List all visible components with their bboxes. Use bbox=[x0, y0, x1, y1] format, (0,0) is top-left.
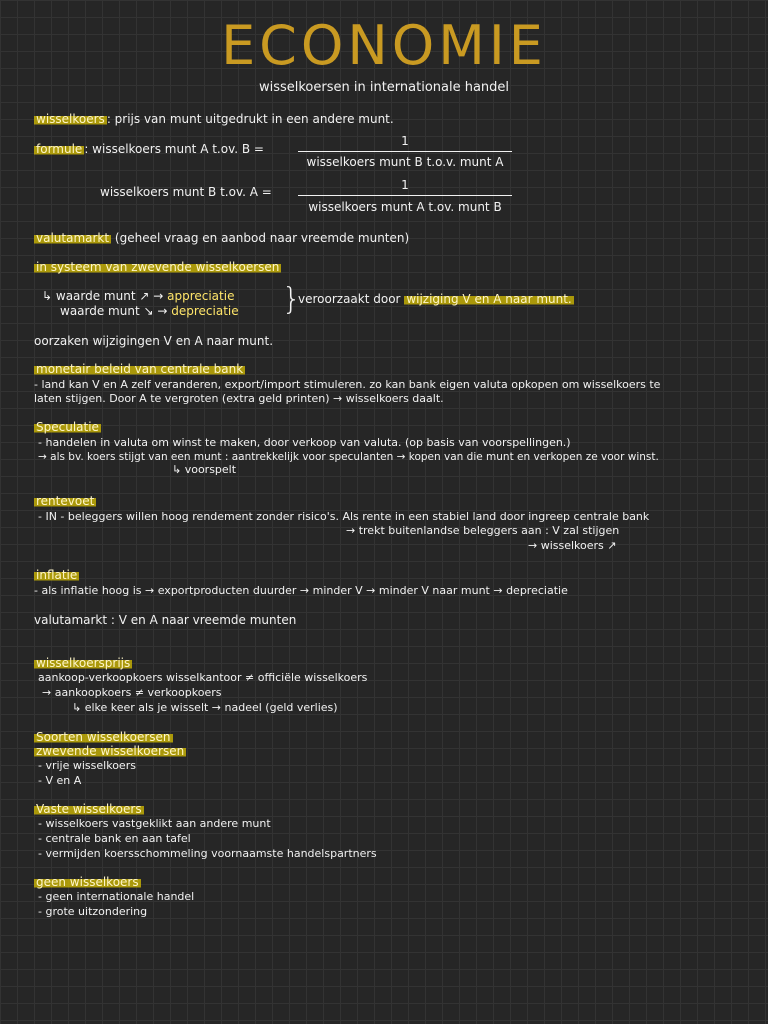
vaste-heading-text: Vaste wisselkoers bbox=[36, 802, 142, 816]
formula-lhs-1: : wisselkoers munt A t.ov. B = bbox=[84, 142, 264, 156]
fraction-bar-1 bbox=[298, 151, 512, 152]
soorten-subheading-text: zwevende wisselkoersen bbox=[36, 744, 185, 758]
vaste-line-3: - vermijden koersschommeling voornaamste handelspartners bbox=[38, 847, 377, 860]
geen-heading-text: geen wisselkoers bbox=[36, 875, 139, 889]
fraction-bar-2 bbox=[298, 195, 512, 196]
formula-numerator-1: 1 bbox=[401, 134, 409, 148]
vaste-line-1: - wisselkoers vastgeklikt aan andere munt bbox=[38, 817, 271, 830]
geen-line-2: - grote uitzondering bbox=[38, 905, 148, 918]
speculatie-line-2: → als bv. koers stijgt van een munt : aantrekkelijk voor speculanten → kopen van die munt en verkopen ze voor winst. bbox=[38, 451, 659, 463]
valutamarkt-2-line: valutamarkt : V en A naar vreemde munten bbox=[34, 613, 297, 627]
geen-line-1: - geen internationale handel bbox=[38, 890, 195, 903]
wisselkoersprijs-line-2: → aankoopkoers ≠ verkoopkoers bbox=[42, 686, 222, 699]
systeem-row-2-text: waarde munt ↘ → bbox=[60, 304, 168, 318]
rentevoet-heading bbox=[34, 494, 96, 509]
brace-line bbox=[298, 292, 574, 307]
soorten-heading-text: Soorten wisselkoersen bbox=[36, 730, 171, 744]
valutamarkt-text: (geheel vraag en aanbod naar vreemde munten) bbox=[114, 231, 410, 245]
brace-icon: } bbox=[282, 282, 302, 317]
wisselkoersprijs-heading bbox=[34, 656, 132, 671]
speculatie-line-1: - handelen in valuta om winst te maken, door verkoop van valuta. (op basis van voorspellingen.) bbox=[38, 436, 571, 449]
depreciatie-term: depreciatie bbox=[171, 304, 239, 318]
vaste-line-2: - centrale bank en aan tafel bbox=[38, 832, 191, 845]
monetair-heading bbox=[34, 362, 245, 377]
valutamarkt-line bbox=[34, 231, 409, 246]
soorten-line-2: - V en A bbox=[38, 774, 82, 787]
rentevoet-line-2: → trekt buitenlandse beleggers aan : V zal stijgen bbox=[346, 524, 620, 537]
rentevoet-line-1: - IN - beleggers willen hoog rendement zonder risico's. Als rente in een stabiel land door ingreep centrale bank bbox=[38, 510, 650, 523]
monetair-line-2: laten stijgen. Door A te vergroten (extra geld printen) → wisselkoers daalt. bbox=[34, 392, 444, 405]
formula-line-1 bbox=[34, 142, 264, 157]
speculatie-line-3: ↳ voorspelt bbox=[172, 463, 237, 476]
page-title: ECONOMIE bbox=[221, 14, 547, 77]
geen-heading bbox=[34, 875, 141, 890]
formula-lhs-2: wisselkoers munt B t.ov. A = bbox=[100, 185, 272, 199]
formula-numerator-2: 1 bbox=[401, 178, 409, 192]
oorzaken-line: oorzaken wijzigingen V en A naar munt. bbox=[34, 334, 274, 348]
systeem-heading-text: in systeem van zwevende wisselkoersen bbox=[36, 260, 280, 274]
systeem-row-1 bbox=[42, 289, 234, 304]
systeem-row-1-text: waarde munt ↗ → bbox=[55, 289, 164, 303]
inflatie-heading-text: inflatie bbox=[36, 568, 78, 582]
inflatie-line-1: - als inflatie hoog is → exportproducten duurder → minder V → minder V naar munt → depreciatie bbox=[34, 584, 568, 597]
rentevoet-heading-text: rentevoet bbox=[36, 494, 95, 508]
soorten-heading bbox=[34, 730, 173, 745]
inflatie-heading bbox=[34, 568, 79, 583]
soorten-line-1: - vrije wisselkoers bbox=[38, 759, 136, 772]
formula-denominator-2: wisselkoers munt A t.ov. munt B bbox=[308, 200, 502, 214]
speculatie-heading bbox=[34, 420, 101, 435]
monetair-heading-text: monetair beleid van centrale bank bbox=[36, 362, 244, 376]
definition-term: wisselkoers bbox=[36, 112, 105, 126]
monetair-line-1: - land kan V en A zelf veranderen, export/import stimuleren. zo kan bank eigen valuta opkopen om wisselkoers te bbox=[34, 378, 661, 391]
definition-line bbox=[34, 112, 394, 127]
formula-label: formule bbox=[36, 142, 83, 156]
arrow-return-icon: ↳ bbox=[42, 289, 56, 303]
formula-denominator-1: wisselkoers munt B t.o.v. munt A bbox=[306, 155, 504, 169]
definition-text: : prijs van munt uitgedrukt in een andere munt. bbox=[106, 112, 394, 126]
wisselkoersprijs-line-3: ↳ elke keer als je wisselt → nadeel (geld verlies) bbox=[72, 701, 338, 714]
wisselkoersprijs-line-1: aankoop-verkoopkoers wisselkantoor ≠ officiële wisselkoers bbox=[38, 671, 368, 684]
systeem-heading bbox=[34, 260, 281, 275]
brace-term: wijziging V en A naar munt. bbox=[406, 292, 572, 306]
vaste-heading bbox=[34, 802, 144, 817]
brace-text: veroorzaakt door bbox=[298, 292, 401, 306]
systeem-row-2 bbox=[60, 304, 239, 319]
appreciatie-term: appreciatie bbox=[167, 289, 235, 303]
page-subtitle: wisselkoersen in internationale handel bbox=[258, 80, 510, 95]
rentevoet-line-3: → wisselkoers ↗ bbox=[528, 539, 617, 552]
speculatie-heading-text: Speculatie bbox=[36, 420, 99, 434]
valutamarkt-term: valutamarkt bbox=[36, 231, 110, 245]
soorten-subheading bbox=[34, 744, 186, 759]
wisselkoersprijs-heading-text: wisselkoersprijs bbox=[36, 656, 131, 670]
